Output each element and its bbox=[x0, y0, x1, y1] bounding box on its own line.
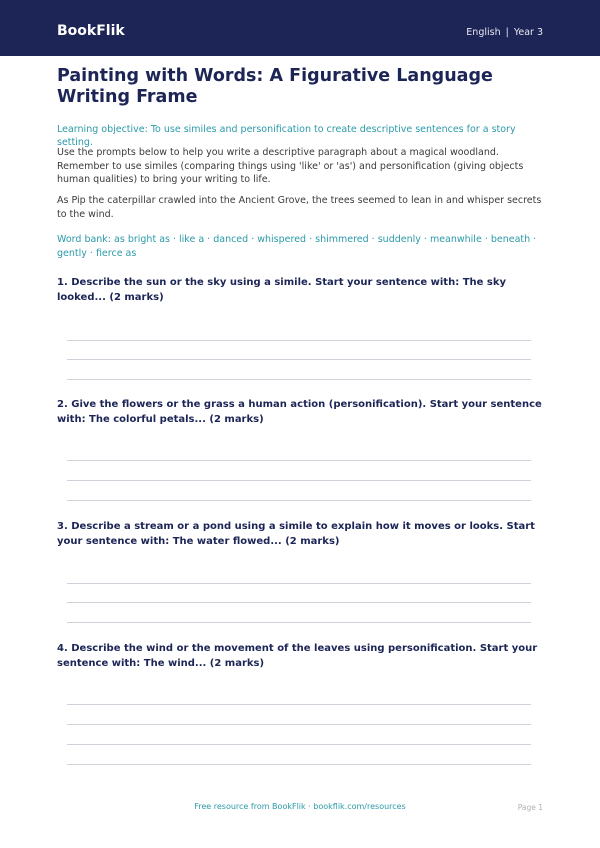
answer-line[interactable] bbox=[67, 500, 531, 501]
answer-line[interactable] bbox=[67, 724, 531, 725]
worksheet-title: Painting with Words: A Figurative Language Writing Frame bbox=[57, 66, 493, 107]
page-header bbox=[0, 0, 600, 56]
question-4: 4. Describe the wind or the movement of the leaves using personification. Start your sentence with: The wind... (2 marks) bbox=[57, 643, 538, 669]
answer-line[interactable] bbox=[67, 460, 531, 461]
question-1: 1. Describe the sun or the sky using a simile. Start your sentence with: The sky looked... (2 marks) bbox=[57, 277, 507, 303]
answer-line[interactable] bbox=[67, 480, 531, 481]
question-2: 2. Give the flowers or the grass a human action (personification). Start your sentence with: The colorful petals... (2 marks) bbox=[57, 399, 542, 425]
question-3: 3. Describe a stream or a pond using a simile to explain how it moves or looks. Start your sentence with: The water flowed... (2 marks) bbox=[57, 521, 535, 547]
year-label: Year 3 bbox=[513, 27, 543, 38]
answer-line[interactable] bbox=[67, 340, 531, 341]
brand-logo: BookFlik bbox=[57, 23, 125, 39]
learning-objective: Learning objective: To use similes and personification to create descriptive sentences for a story setting. bbox=[57, 124, 516, 148]
subject-year-label bbox=[466, 27, 543, 39]
word-bank: Word bank: as bright as · like a · danced · whispered · shimmered · suddenly · meanwhile · beneath · gently · fierce as bbox=[57, 234, 537, 259]
answer-line[interactable] bbox=[67, 622, 531, 623]
answer-line[interactable] bbox=[67, 379, 531, 380]
separator: | bbox=[505, 27, 509, 38]
answer-line[interactable] bbox=[67, 602, 531, 603]
answer-line[interactable] bbox=[67, 583, 531, 584]
answer-line[interactable] bbox=[67, 704, 531, 705]
scene-paragraph: As Pip the caterpillar crawled into the Ancient Grove, the trees seemed to lean in and whisper secrets to the wind. bbox=[57, 195, 542, 220]
answer-line[interactable] bbox=[67, 744, 531, 745]
answer-line[interactable] bbox=[67, 764, 531, 765]
answer-line[interactable] bbox=[67, 359, 531, 360]
footer-credit: Free resource from BookFlik · bookflik.com/resources bbox=[194, 802, 406, 811]
subject-label: English bbox=[466, 27, 501, 38]
intro-paragraph: Use the prompts below to help you write a descriptive paragraph about a magical woodland. Remember to use similes (comparing things using 'like' or 'as') and personification (giving objects human qualities) to bring your writing to life. bbox=[57, 147, 524, 185]
page-number: Page 1 bbox=[517, 803, 543, 812]
